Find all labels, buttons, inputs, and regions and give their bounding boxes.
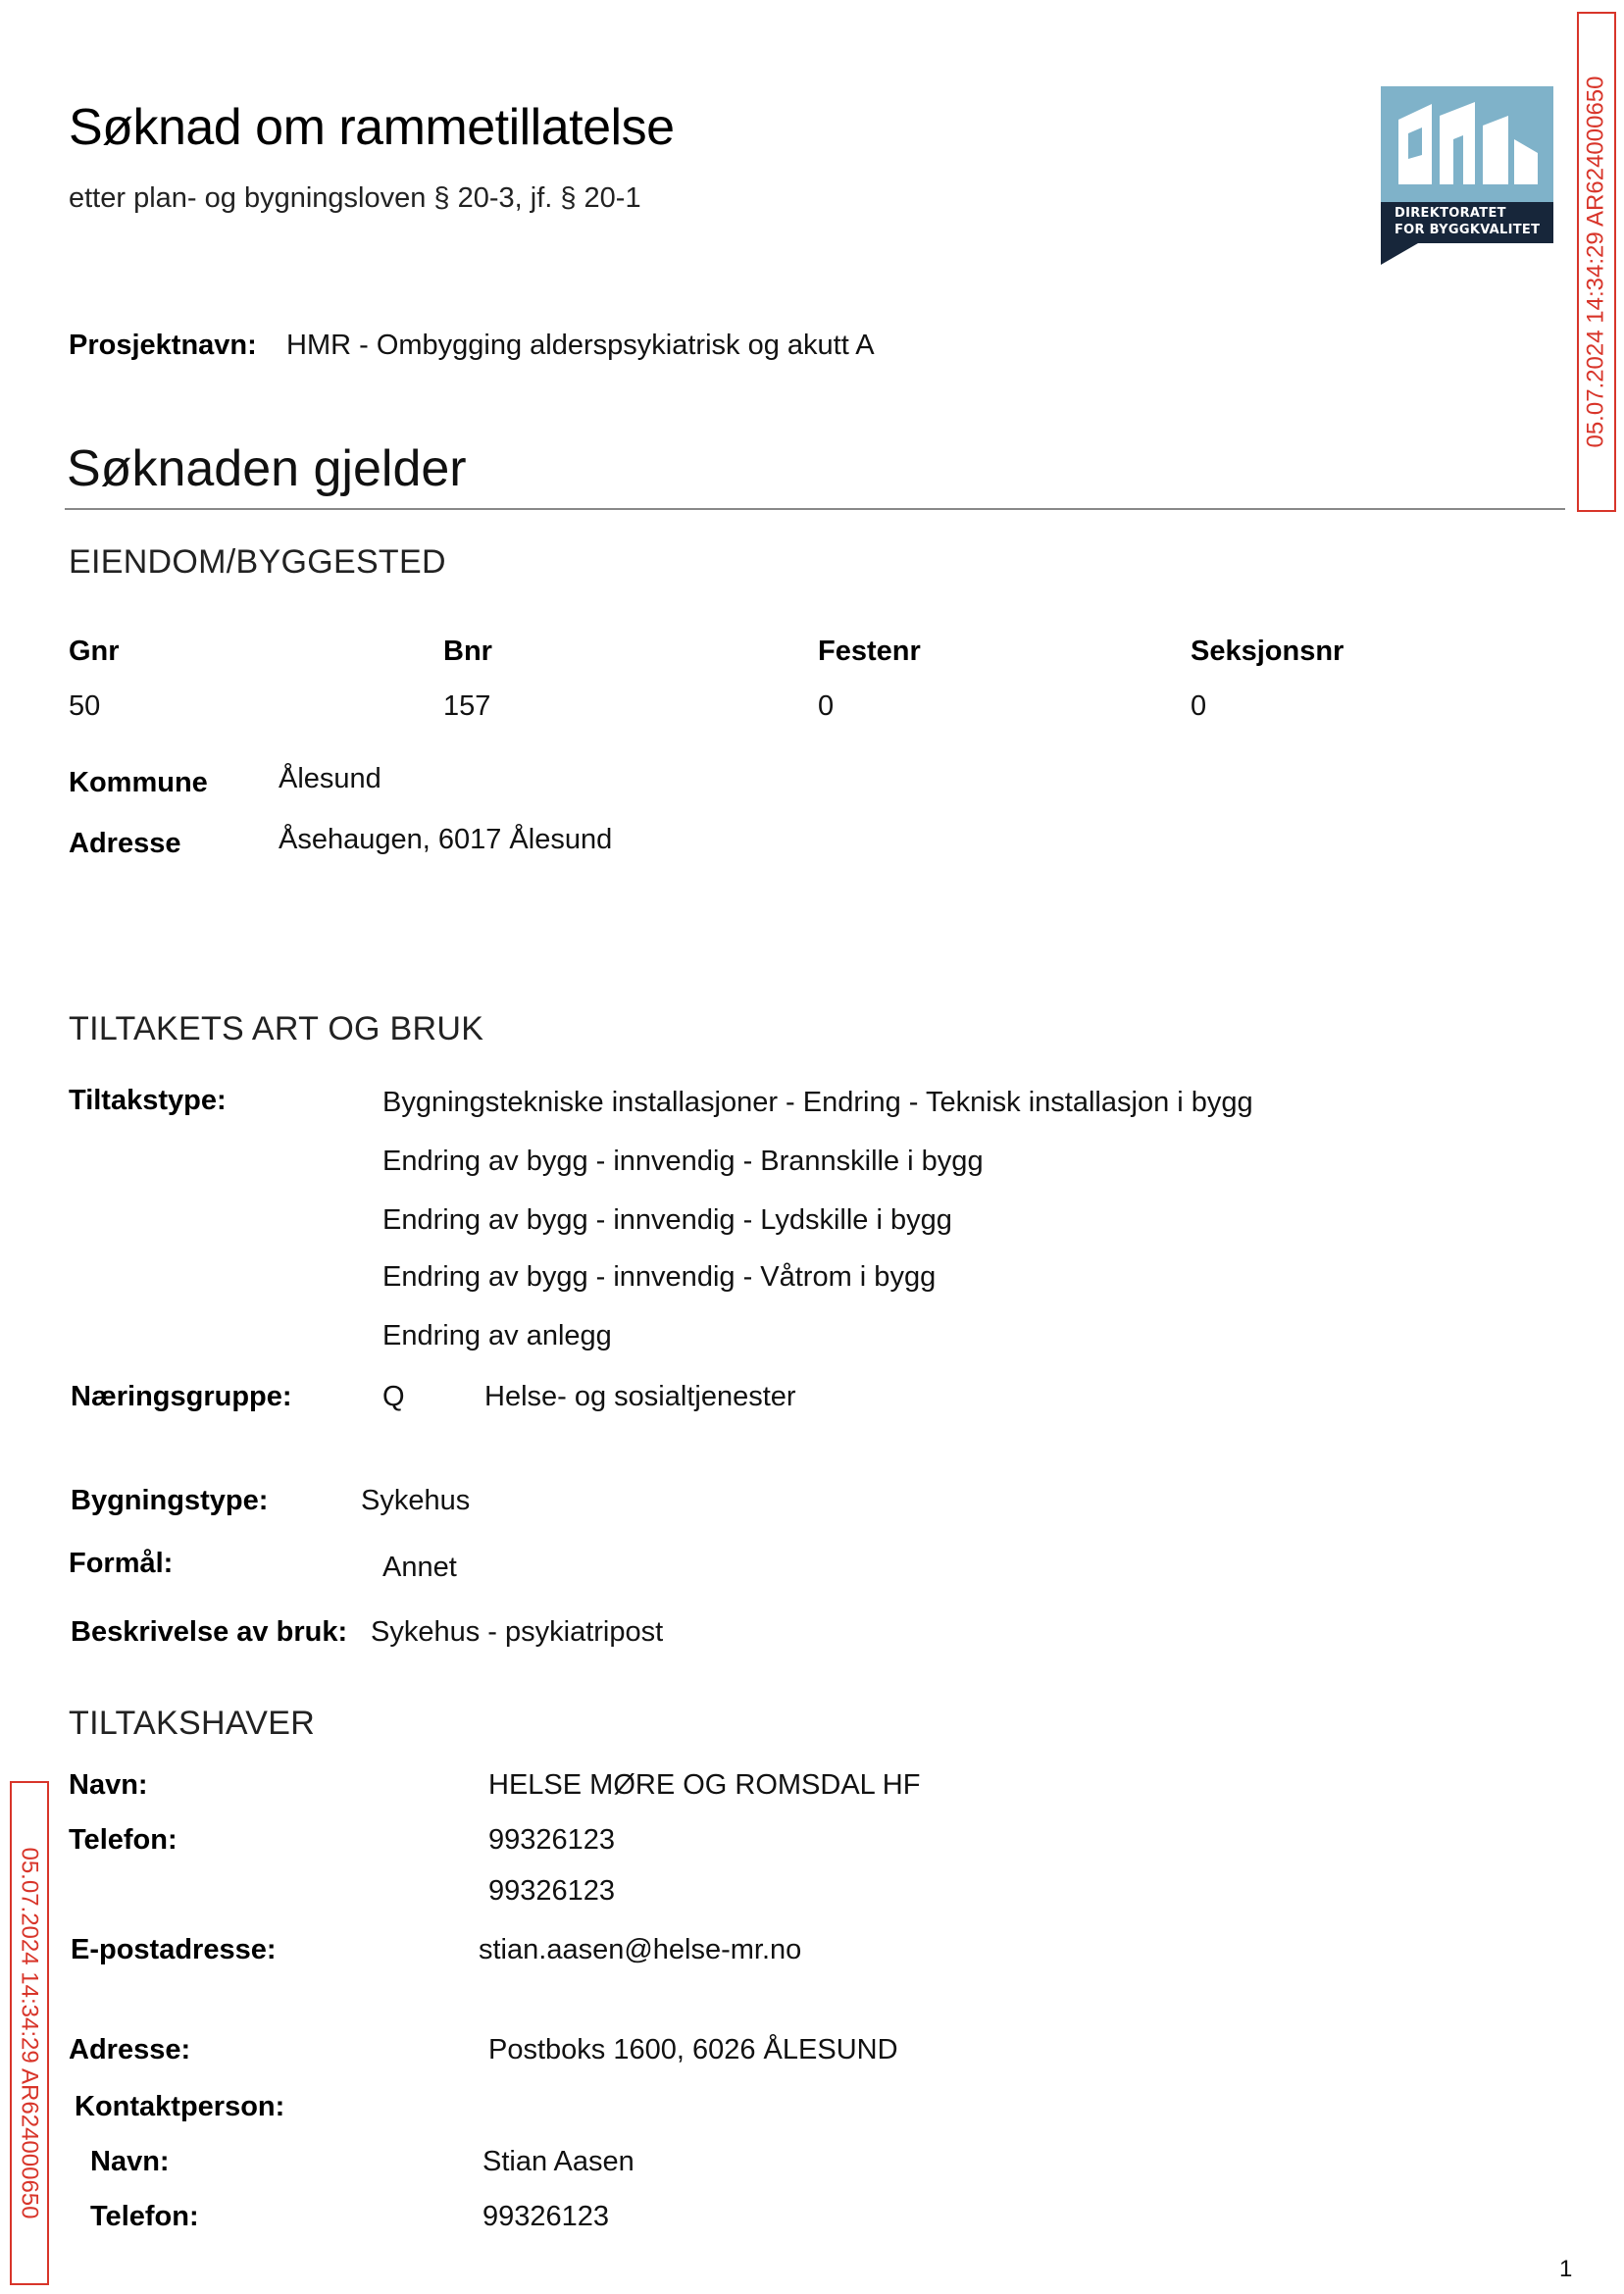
epost-label: E-postadresse: bbox=[71, 1934, 277, 1965]
navn-value: HELSE MØRE OG ROMSDAL HF bbox=[488, 1769, 921, 1801]
stamp-text: 05.07.2024 14:34:29 AR624000650 bbox=[17, 1847, 43, 2219]
adresse-label: Adresse bbox=[69, 828, 181, 859]
gnr-value: 50 bbox=[69, 690, 101, 722]
bygningstype-value: Sykehus bbox=[361, 1485, 471, 1516]
naeringsgruppe-value: Helse- og sosialtjenester bbox=[484, 1381, 796, 1412]
logo-graphic bbox=[1381, 86, 1553, 202]
receipt-stamp-top bbox=[1577, 12, 1616, 512]
tiltakshaver-adresse-value: Postboks 1600, 6026 ÅLESUND bbox=[488, 2034, 898, 2065]
tiltakstype-item: Endring av bygg - innvendig - Våtrom i bygg bbox=[382, 1261, 937, 1293]
logo-textband bbox=[1381, 202, 1553, 243]
seksjonsnr-label: Seksjonsnr bbox=[1191, 636, 1345, 667]
page-subtitle: etter plan- og bygningsloven § 20-3, jf. § 20-1 bbox=[69, 182, 641, 214]
navn-label: Navn: bbox=[69, 1769, 148, 1801]
section-title: Søknaden gjelder bbox=[67, 440, 467, 497]
section-divider bbox=[65, 508, 1565, 510]
festenr-label: Festenr bbox=[818, 636, 921, 667]
kontakt-telefon-label: Telefon: bbox=[90, 2201, 199, 2232]
logo-line2: FOR BYGGKVALITET bbox=[1395, 223, 1541, 237]
beskrivelse-value: Sykehus - psykiatripost bbox=[371, 1616, 664, 1648]
bygningstype-label: Bygningstype: bbox=[71, 1485, 269, 1516]
tiltakstype-item: Bygningstekniske installasjoner - Endring - Teknisk installasjon i bygg bbox=[382, 1087, 1253, 1118]
project-label: Prosjektnavn: bbox=[69, 330, 257, 361]
tiltakshaver-heading: TILTAKSHAVER bbox=[69, 1705, 316, 1742]
logo-line1: DIREKTORATET bbox=[1395, 206, 1506, 221]
tiltakstype-item: Endring av bygg - innvendig - Lydskille i bygg bbox=[382, 1204, 952, 1236]
tiltakstype-item: Endring av bygg - innvendig - Brannskille i bygg bbox=[382, 1146, 984, 1177]
gnr-label: Gnr bbox=[69, 636, 120, 667]
bnr-value: 157 bbox=[443, 690, 491, 722]
tiltakstype-label: Tiltakstype: bbox=[69, 1085, 227, 1116]
epost-value: stian.aasen@helse-mr.no bbox=[479, 1934, 802, 1965]
kontakt-navn-label: Navn: bbox=[90, 2146, 170, 2177]
project-value: HMR - Ombygging alderspsykiatrisk og akutt A bbox=[286, 330, 875, 361]
page-number: 1 bbox=[1559, 2256, 1573, 2282]
receipt-stamp-bottom bbox=[10, 1781, 49, 2285]
dibk-logo bbox=[1381, 86, 1553, 275]
naeringsgruppe-label: Næringsgruppe: bbox=[71, 1381, 292, 1412]
buildings-icon bbox=[1381, 86, 1553, 202]
page-title: Søknad om rammetillatelse bbox=[69, 99, 675, 156]
tiltak-heading: TILTAKETS ART OG BRUK bbox=[69, 1010, 484, 1047]
kontakt-navn-value: Stian Aasen bbox=[482, 2146, 634, 2177]
kontaktperson-label: Kontaktperson: bbox=[75, 2091, 285, 2122]
telefon-value: 99326123 bbox=[488, 1824, 616, 1856]
kontakt-telefon-value: 99326123 bbox=[482, 2201, 610, 2232]
stamp-text: 05.07.2024 14:34:29 AR624000650 bbox=[1583, 76, 1609, 448]
adresse-value: Åsehaugen, 6017 Ålesund bbox=[279, 824, 613, 855]
tiltakshaver-adresse-label: Adresse: bbox=[69, 2034, 191, 2065]
eiendom-heading: EIENDOM/BYGGESTED bbox=[69, 543, 446, 581]
telefon-value: 99326123 bbox=[488, 1875, 616, 1907]
formaal-label: Formål: bbox=[69, 1548, 174, 1579]
seksjonsnr-value: 0 bbox=[1191, 690, 1207, 722]
beskrivelse-label: Beskrivelse av bruk: bbox=[71, 1616, 348, 1648]
formaal-value: Annet bbox=[382, 1552, 457, 1583]
kommune-value: Ålesund bbox=[279, 763, 381, 794]
tiltakstype-item: Endring av anlegg bbox=[382, 1320, 612, 1351]
festenr-value: 0 bbox=[818, 690, 835, 722]
kommune-label: Kommune bbox=[69, 767, 208, 798]
logo-flag bbox=[1381, 243, 1418, 265]
bnr-label: Bnr bbox=[443, 636, 492, 667]
naeringsgruppe-code: Q bbox=[382, 1381, 405, 1412]
telefon-label: Telefon: bbox=[69, 1824, 178, 1856]
